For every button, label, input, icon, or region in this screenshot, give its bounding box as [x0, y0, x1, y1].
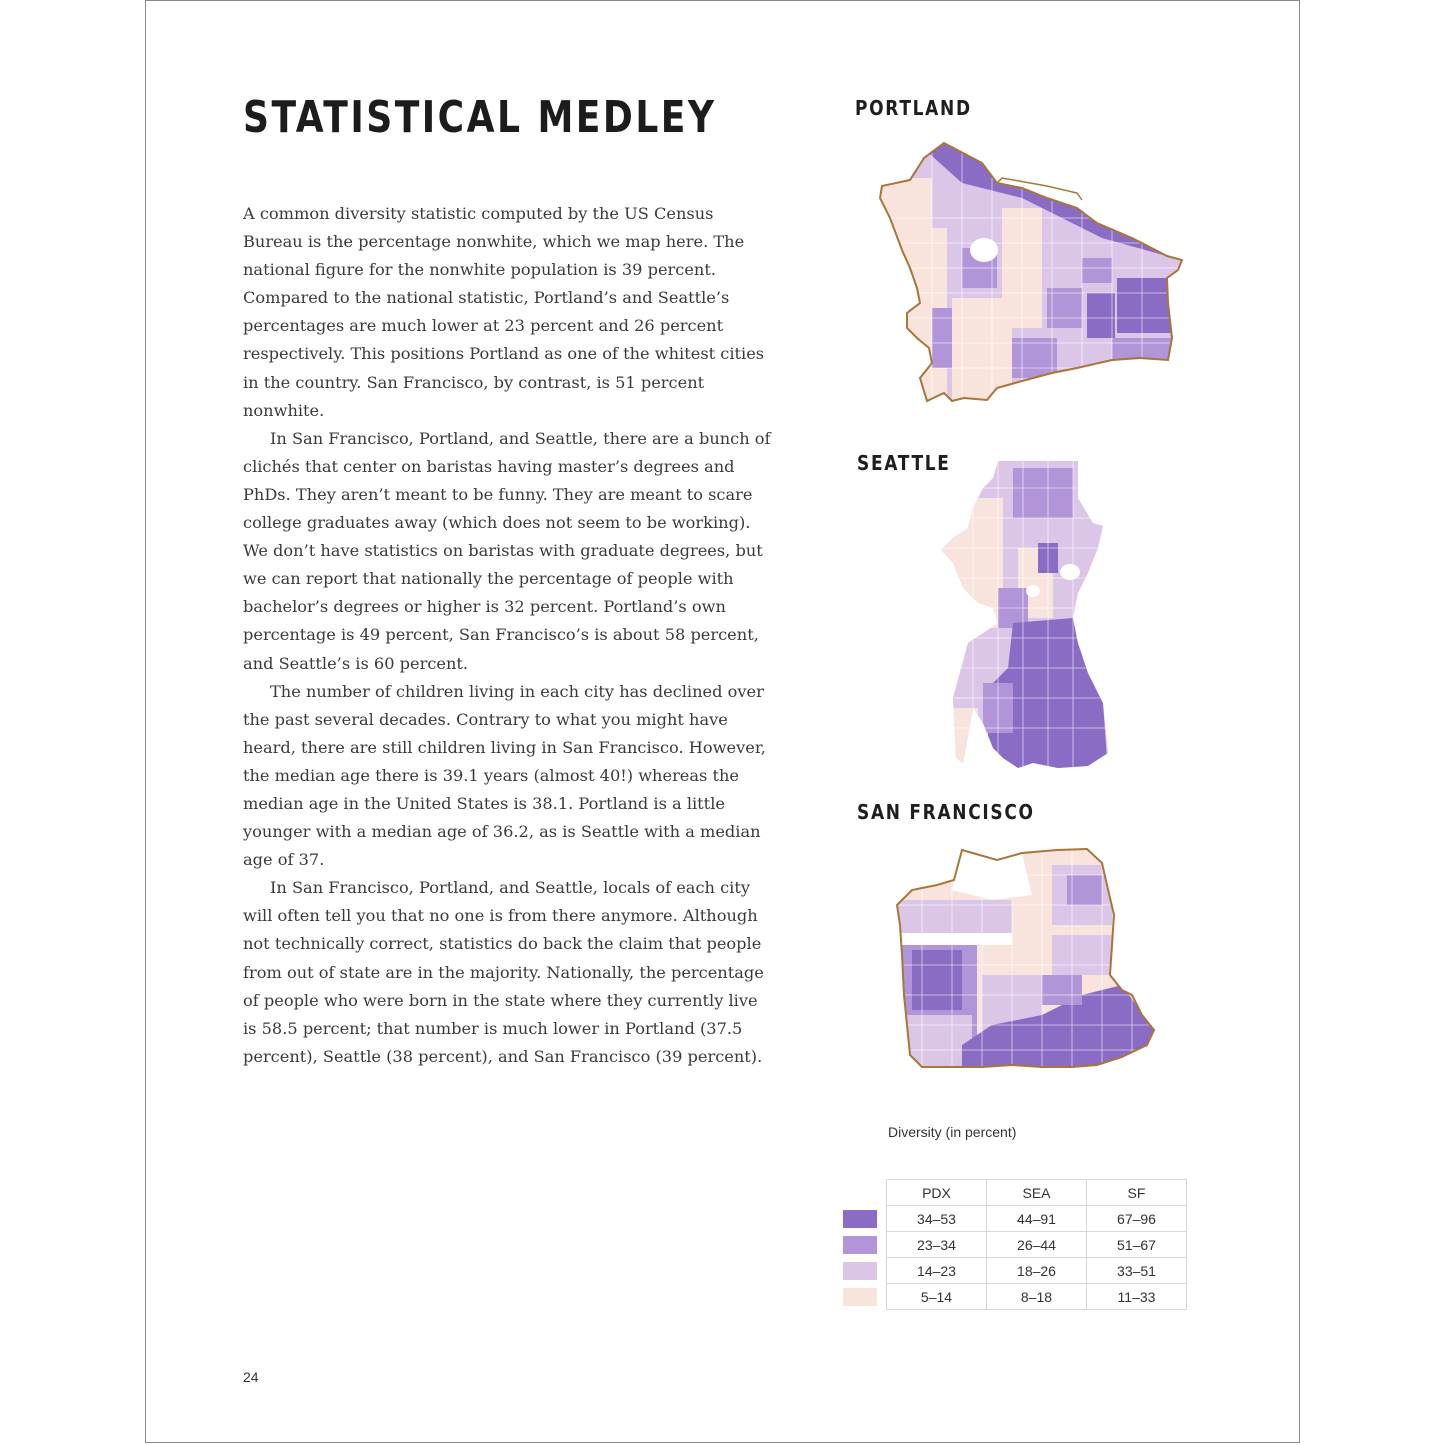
legend-cell: 44–91	[987, 1206, 1087, 1232]
legend-swatch	[843, 1236, 877, 1254]
portland-label: PORTLAND	[855, 96, 972, 120]
paragraph: A common diversity statistic computed by the US Census Bureau is the percentage nonwhite, which we map here. The national figure for the nonwhite population is 39 percent. Compared to the national statistic, Portland’s and Seattle’s percentages are much lower at 23 percent and 26 percent respectively. This positions Portland as one of the whitest cities in the country. San Francisco, by contrast, is 51 percent nonwhite.	[243, 204, 765, 420]
legend-row	[887, 1258, 1187, 1284]
legend-table	[886, 1179, 1187, 1310]
seattle-map	[938, 458, 1113, 773]
legend-row	[887, 1206, 1187, 1232]
seattle-label: SEATTLE	[857, 451, 951, 475]
legend-column-header: SF	[1087, 1180, 1187, 1206]
legend-cell: 51–67	[1087, 1232, 1187, 1258]
san-francisco-label: SAN FRANCISCO	[857, 800, 1035, 824]
legend-swatches	[843, 1210, 877, 1314]
legend-cell: 34–53	[887, 1206, 987, 1232]
legend-title: Diversity (in percent)	[888, 1124, 1017, 1140]
paragraph: The number of children living in each city has declined over the past several decades. Contrary to what you might have heard, there are still children living in San Francisco. However, the median age there is 39.1 years (almost 40!) whereas the median age in the United States is 38.1. Portland is a little younger with a median age of 36.2, as is Seattle with a median age of 37.	[243, 681, 766, 870]
page-number: 24	[243, 1369, 259, 1385]
legend-swatch	[843, 1210, 877, 1228]
legend-swatch	[843, 1262, 877, 1280]
san-francisco-map	[892, 845, 1164, 1075]
legend-row	[887, 1232, 1187, 1258]
legend-column-header: PDX	[887, 1180, 987, 1206]
legend-column-header: SEA	[987, 1180, 1087, 1206]
legend-cell: 33–51	[1087, 1258, 1187, 1284]
legend-cell: 67–96	[1087, 1206, 1187, 1232]
legend-swatch	[843, 1288, 877, 1306]
legend-cell: 14–23	[887, 1258, 987, 1284]
legend-cell: 8–18	[987, 1284, 1087, 1310]
body-text	[243, 200, 771, 1071]
legend-cell: 11–33	[1087, 1284, 1187, 1310]
legend-cell: 26–44	[987, 1232, 1087, 1258]
legend-header-row	[887, 1180, 1187, 1206]
paragraph: In San Francisco, Portland, and Seattle, there are a bunch of clichés that center on baristas having master’s degrees and PhDs. They aren’t meant to be funny. They are meant to scare college graduates away (which does not seem to be working). We don’t have statistics on baristas with graduate degrees, but we can report that nationally the percentage of people with bachelor’s degrees or higher is 32 percent. Portland’s own percentage is 49 percent, San Francisco’s is about 58 percent, and Seattle’s is 60 percent.	[243, 428, 771, 673]
page-title: STATISTICAL MEDLEY	[243, 92, 717, 143]
legend-cell: 5–14	[887, 1284, 987, 1310]
paragraph: In San Francisco, Portland, and Seattle, locals of each city will often tell you that no one is from there anymore. Although not technically correct, statistics do back the claim that people from out of state are in the majority. Nationally, the percentage of people who were born in the state where they currently live is 58.5 percent; that number is much lower in Portland (37.5 percent), Seattle (38 percent), and San Francisco (39 percent).	[243, 878, 764, 1066]
legend-row	[887, 1284, 1187, 1310]
legend-cell: 23–34	[887, 1232, 987, 1258]
portland-map	[872, 138, 1187, 408]
legend-cell: 18–26	[987, 1258, 1087, 1284]
